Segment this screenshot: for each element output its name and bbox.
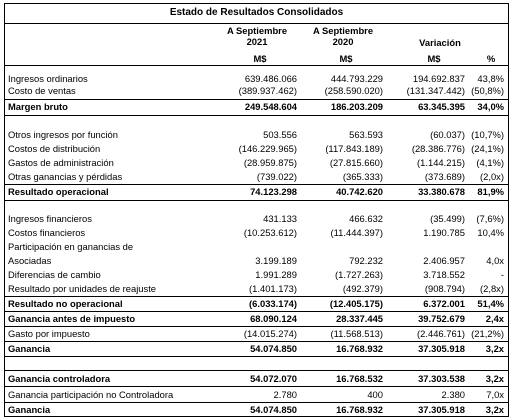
value-2021: 74.123.298 [250,186,297,197]
value-pct: - [500,269,504,280]
value-2020: 444.793.229 [330,73,383,84]
value-2020: 792.232 [349,255,383,266]
row-resultado-operacional [5,186,508,198]
row-ingresos-financieros [5,213,508,225]
header-col-2020-line1: A Septiembre [312,25,374,36]
row-resultado-no-operacional [5,298,508,310]
row-margen-bruto [5,101,508,113]
value-variation: 33.380.678 [418,186,465,197]
row-asociadas [5,255,508,267]
value-variation: 63.345.395 [418,101,465,112]
value-2020: (258.590.020) [324,85,383,96]
value-2021: (389.937.462) [238,85,297,96]
row-participacion-label [5,241,508,253]
row-resultado-reajuste [5,283,508,295]
value-2020: 563.593 [349,129,383,140]
value-variation: (1.144.215) [417,157,465,168]
row-ganancia-antes-impuesto [5,313,508,325]
row-costos-financieros [5,227,508,239]
header-col-2021-line1: A Septiembre [226,25,288,36]
value-2020: (1.727.263) [335,269,383,280]
value-2020: (117.843.189) [325,143,383,154]
row-label: Diferencias de cambio [8,269,101,280]
value-2021: (28.959.875) [243,157,297,168]
header-col-variation: Variación [419,37,461,48]
value-variation: 3.718.552 [423,269,465,280]
value-pct: 2,4x [485,313,504,324]
value-2020: 40.742.620 [336,186,383,197]
value-2021: (739.022) [256,171,297,182]
row-divider [5,296,508,297]
value-pct: (21,2%) [471,328,504,339]
header-col-2021 [215,25,299,47]
value-2021: 54.074.850 [250,343,297,354]
row-label: Ganancia participación no Controladora [8,389,174,400]
row-divider [5,184,508,185]
value-2020: (492.379) [342,283,383,294]
row-costos-distribucion [5,143,508,155]
row-costo-ventas [5,85,508,97]
value-variation: 2.380 [441,389,465,400]
value-pct: 81,9% [477,186,504,197]
value-pct: (2,8x) [480,283,504,294]
value-variation: 6.372.001 [423,298,465,309]
value-2020: (12.405.175) [329,298,383,309]
row-divider [5,370,508,371]
value-2021: 639.486.066 [244,73,297,84]
value-2020: (365.333) [342,171,383,182]
row-label: Participación en ganancias de [8,241,134,252]
value-2021: 431.133 [263,213,297,224]
row-divider [5,115,508,116]
row-label: Otros ingresos por función [8,129,118,140]
row-divider [5,99,508,100]
row-divider [5,386,508,387]
value-2020: 16.768.932 [336,343,383,354]
value-pct: 4,0x [486,255,504,266]
row-ganancia-no-controladora [5,389,508,401]
row-gastos-administracion [5,157,508,169]
row-label: Ganancia controladora [8,373,111,384]
row-gasto-impuesto [5,328,508,340]
value-2021: (10.253.612) [243,227,297,238]
value-variation: (35.499) [430,213,465,224]
value-2020: (11.568.513) [330,328,383,339]
value-2021: (6.033.174) [249,298,297,309]
row-label: Resultado operacional [8,186,109,197]
value-variation: 39.752.679 [418,313,465,324]
row-label: Ganancia [8,343,51,354]
value-variation: 194.692.837 [412,73,465,84]
header-col-2020 [301,25,385,47]
row-label: Ingresos financieros [8,213,92,224]
value-pct: 3,2x [485,373,504,384]
row-label: Gastos de administración [8,157,114,168]
row-divider [5,341,508,342]
value-2021: 54.072.070 [250,373,297,384]
row-label: Costos de distribución [8,143,101,154]
title-divider [5,23,508,24]
value-variation: (908.794) [424,283,465,294]
row-ganancia-total [5,404,508,416]
row-label: Asociadas [8,255,52,266]
row-diferencias-cambio [5,269,508,281]
value-2021: 2.780 [273,389,297,400]
value-2021: 1.991.289 [255,269,297,280]
value-variation: 37.305.918 [418,343,465,354]
value-pct: (2,0x) [480,171,504,182]
header-unit-2020: M$ [339,53,353,64]
value-pct: (10,7%) [471,129,504,140]
row-divider [5,200,508,201]
row-label: Otras ganancias y pérdidas [8,171,123,182]
value-2020: 400 [367,389,383,400]
header-col-2021-line2: 2021 [246,36,268,47]
value-2020: (27.815.660) [329,157,383,168]
table-title: Estado de Resultados Consolidados [169,7,344,18]
value-2021: 503.556 [263,129,297,140]
row-label: Resultado por unidades de reajuste [8,283,157,294]
row-divider [5,326,508,327]
value-variation: (60.037) [430,129,465,140]
value-2021: 249.548.604 [244,101,297,112]
value-pct: 3,2x [485,404,504,415]
value-variation: (131.347.442) [406,85,465,96]
value-pct: (24,1%) [471,143,504,154]
header-unit-variation: M$ [427,53,441,64]
value-2021: (14.015.274) [243,328,297,339]
value-2021: 54.074.850 [250,404,297,415]
value-2021: 68.090.124 [250,313,297,324]
value-variation: (2.446.761) [417,328,465,339]
row-label: Costos financieros [8,227,86,238]
row-ganancia-controladora [5,373,508,385]
row-label: Resultado no operacional [8,298,123,309]
row-divider [5,311,508,312]
value-pct: 51,4% [477,298,504,309]
row-label: Ganancia [8,404,51,415]
value-pct: (4,1%) [476,157,504,168]
row-label: Ingresos ordinarios [8,73,88,84]
row-ingresos-ordinarios [5,73,508,85]
row-divider [5,356,508,357]
value-variation: 37.305.918 [418,404,465,415]
row-label: Costo de ventas [8,85,76,96]
row-divider [5,402,508,403]
value-2020: 16.768.932 [336,404,383,415]
row-otros-ingresos [5,129,508,141]
value-2020: 28.337.445 [336,313,383,324]
value-2020: 186.203.209 [330,101,383,112]
value-2021: (1.401.173) [249,283,297,294]
row-label: Gasto por impuesto [8,328,90,339]
income-statement-table [4,3,509,417]
value-pct: 3,2x [485,343,504,354]
value-2020: 16.768.532 [336,373,383,384]
value-variation: 2.406.957 [423,255,465,266]
value-2021: 3.199.189 [255,255,297,266]
value-2020: (11.444.397) [330,227,383,238]
value-pct: 7,0x [486,389,504,400]
header-col-2020-line2: 2020 [332,36,354,47]
value-pct: (7,6%) [476,213,504,224]
row-otras-ganancias [5,171,508,183]
value-pct: 43,8% [477,73,504,84]
header-divider [5,65,508,66]
value-2021: (146.229.965) [238,143,297,154]
value-variation: 1.190.785 [423,227,465,238]
row-label: Ganancia antes de impuesto [8,313,136,324]
row-ganancia [5,343,508,355]
value-variation: (373.689) [424,171,465,182]
value-pct: 34,0% [477,101,504,112]
value-pct: (50,8%) [471,85,504,96]
value-2020: 466.632 [349,213,383,224]
value-variation: (28.386.776) [411,143,465,154]
value-variation: 37.303.538 [418,373,465,384]
header-unit-2021: M$ [253,53,267,64]
row-label: Margen bruto [8,101,68,112]
header-pct: % [486,53,496,64]
value-pct: 10,4% [477,227,504,238]
